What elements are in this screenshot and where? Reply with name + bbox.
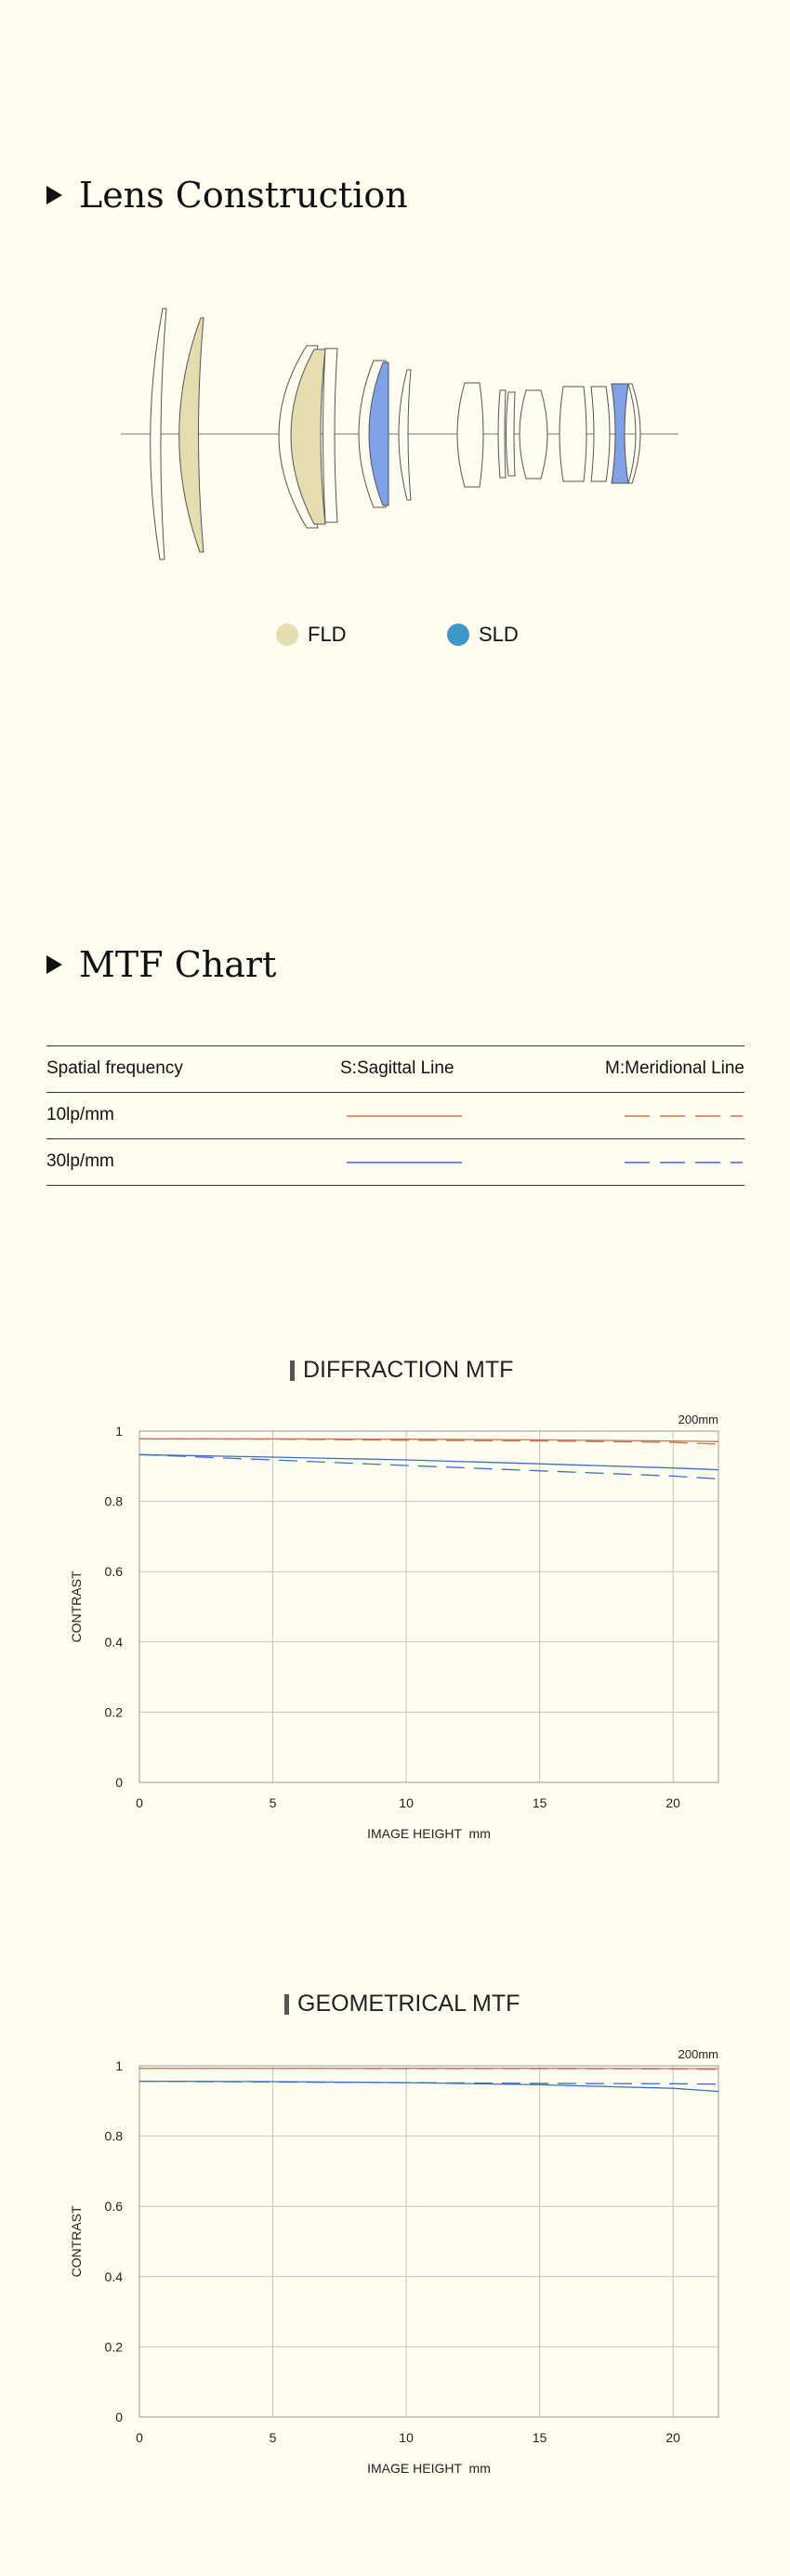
y-tick-label: 0.2 xyxy=(104,1704,123,1720)
x-tick-label: 0 xyxy=(136,2430,143,2445)
focal-length-annotation: 200mm xyxy=(678,2047,718,2061)
lens-element xyxy=(520,390,547,479)
y-tick-label: 1 xyxy=(115,1424,123,1439)
legend-fld-label: FLD xyxy=(308,623,347,646)
header-sagittal: S:Sagittal Line xyxy=(340,1058,454,1078)
y-tick-label: 0.6 xyxy=(104,1564,123,1580)
geometrical-mtf-chart xyxy=(56,2033,744,2479)
meridional-10lp-line-sample xyxy=(623,1114,744,1118)
legend-fld xyxy=(276,623,347,647)
sld-dot-icon xyxy=(447,624,469,646)
legend-sld-label: SLD xyxy=(479,623,519,646)
x-axis-label: IMAGE HEIGHT mm xyxy=(367,2461,491,2476)
y-axis-label: CONTRAST xyxy=(69,2205,84,2278)
mtf-chart-heading xyxy=(46,944,276,985)
mtf-chart-title: MTF Chart xyxy=(79,944,277,985)
y-tick-label: 1 xyxy=(115,2058,123,2073)
triangle-bullet-icon xyxy=(46,186,62,204)
geometrical-mtf-title-block xyxy=(284,1991,520,2017)
lens-construction-title: Lens Construction xyxy=(79,175,408,216)
lens-element xyxy=(591,387,610,481)
x-tick-label: 5 xyxy=(269,1795,277,1810)
lens-element xyxy=(457,383,483,487)
x-axis-label: IMAGE HEIGHT mm xyxy=(367,1826,491,1841)
plot-frame xyxy=(139,1431,718,1782)
y-tick-label: 0 xyxy=(115,2410,123,2425)
series-line xyxy=(139,2082,718,2084)
x-tick-label: 10 xyxy=(399,1795,414,1810)
title-bar-icon xyxy=(290,1360,295,1381)
series-line xyxy=(139,1454,718,1469)
table-row xyxy=(46,1139,744,1186)
y-tick-label: 0.8 xyxy=(104,2128,123,2144)
header-spatial-frequency: Spatial frequency xyxy=(46,1058,183,1078)
y-tick-label: 0.6 xyxy=(104,2199,123,2215)
mtf-legend-table xyxy=(46,1045,744,1186)
x-tick-label: 15 xyxy=(532,1795,547,1810)
x-tick-label: 15 xyxy=(532,2430,547,2445)
y-tick-label: 0.2 xyxy=(104,2339,123,2355)
meridional-30lp-line-sample xyxy=(623,1161,744,1164)
sagittal-30lp-line-sample xyxy=(347,1161,462,1164)
y-tick-label: 0.4 xyxy=(104,1634,123,1649)
y-tick-label: 0 xyxy=(115,1775,123,1790)
lens-element xyxy=(560,387,586,481)
triangle-bullet-icon xyxy=(46,955,62,974)
lens-construction-heading xyxy=(46,175,408,216)
y-tick-label: 0.8 xyxy=(104,1493,123,1509)
sagittal-10lp-line-sample xyxy=(347,1114,462,1118)
lens-element-fld xyxy=(179,318,204,552)
title-bar-icon xyxy=(284,1994,289,2015)
legend-sld xyxy=(447,623,519,647)
diffraction-mtf-title: DIFFRACTION MTF xyxy=(303,1357,514,1383)
lens-element xyxy=(498,390,506,478)
x-tick-label: 5 xyxy=(269,2430,277,2445)
x-tick-label: 0 xyxy=(136,1795,143,1810)
lens-element xyxy=(507,392,516,476)
lens-element xyxy=(399,370,411,500)
diffraction-mtf-chart xyxy=(56,1399,744,1845)
x-tick-label: 20 xyxy=(665,2430,680,2445)
geometrical-mtf-title: GEOMETRICAL MTF xyxy=(297,1991,520,2017)
focal-length-annotation: 200mm xyxy=(678,1413,718,1426)
table-header-row xyxy=(46,1045,744,1093)
lens-construction-diagram xyxy=(112,297,688,576)
y-tick-label: 0.4 xyxy=(104,2268,123,2284)
fld-dot-icon xyxy=(276,624,298,646)
row-10lp-label: 10lp/mm xyxy=(46,1105,114,1124)
x-tick-label: 10 xyxy=(399,2430,414,2445)
diffraction-mtf-title-block xyxy=(290,1357,513,1384)
lens-element xyxy=(323,348,338,522)
row-30lp-label: 30lp/mm xyxy=(46,1151,114,1171)
plot-frame xyxy=(139,2066,718,2417)
table-row xyxy=(46,1093,744,1139)
header-meridional: M:Meridional Line xyxy=(605,1058,744,1078)
series-line xyxy=(139,2069,718,2070)
x-tick-label: 20 xyxy=(665,1795,680,1810)
y-axis-label: CONTRAST xyxy=(69,1571,84,1643)
